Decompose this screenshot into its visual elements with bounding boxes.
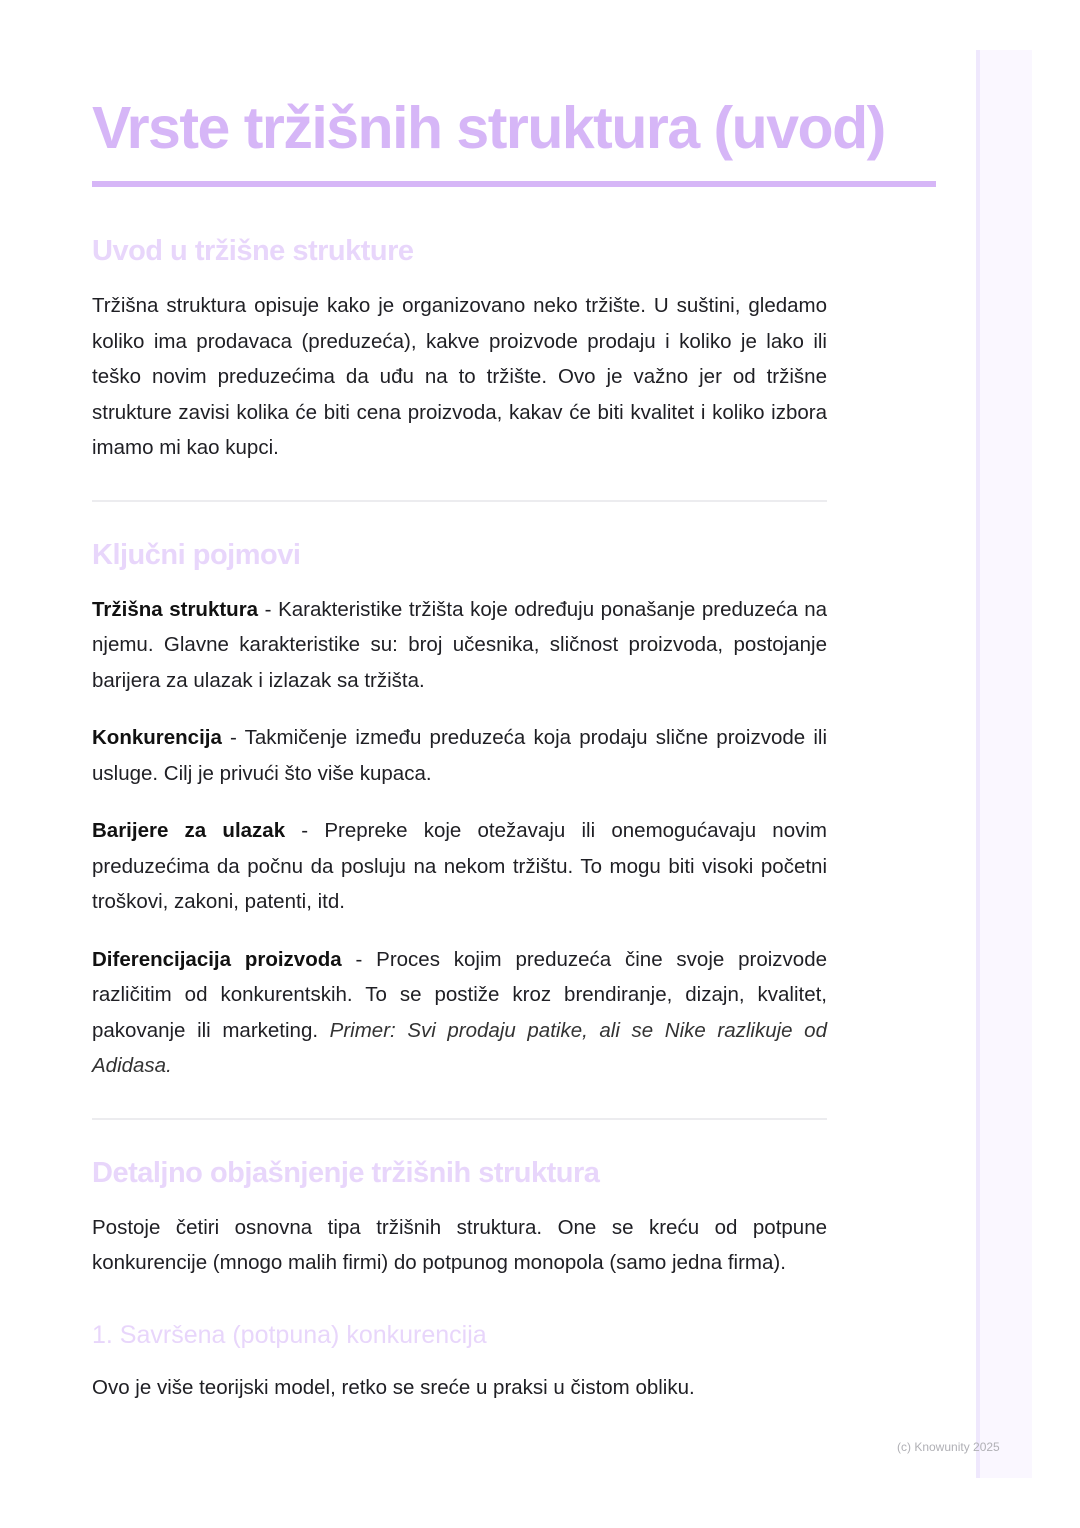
term-name: Tržišna struktura [92,597,259,621]
term-definition [92,720,827,791]
section-heading-key-terms: Ključni pojmovi [92,538,301,571]
section-heading-intro: Uvod u tržišne strukture [92,235,414,267]
subsection-heading-perfect-competition: 1. Savršena (potpuna) konkurencija [92,1320,487,1349]
term-desc: - Karakteristike tržišta koje određuju ponašanje preduzeća na njemu. Glavne karakteristike su: broj učesnika, sličnost proizvoda, postojanje barijera za ulazak i izlazak sa tržišta. [92,597,827,692]
term-name: Barijere za ulazak [92,819,286,842]
term-desc: - Prepreke koje otežavaju ili onemogućavaju novim preduzećima da počnu da posluju na nekom tržištu. To mogu biti visoki početni troškovi, zakoni, patenti, itd. [92,819,827,913]
intro-paragraph: Tržišna struktura opisuje kako je organizovano neko tržište. U suštini, gledamo koliko ima prodavaca (preduzeća), kakve proizvode prodaju i koliko je lako ili teško novim preduzećima da uđu na to tržište. Ovo je važno jer od tržišne strukture zavisi kolika će biti cena proizvoda, kakav će biti kvalitet i koliko izbora imamo mi kao kupci. [92,294,827,459]
term-definition [92,592,827,699]
copyright-footer: (c) Knowunity 2025 [897,1440,1000,1454]
term-desc: - Proces kojim preduzeća čine svoje proizvode različitim od konkurentskih. To se postiže kroz brendiranje, dizajn, kvalitet, pakovanje ili marketing. [92,947,828,1042]
section-heading-detailed: Detaljno objašnjenje tržišnih struktura [92,1156,600,1189]
divider [92,500,827,502]
term-definition [92,813,827,920]
term-example: Primer: Svi prodaju patike, ali se Nike razlikuje od Adidasa. [92,1018,827,1077]
term-name: Konkurencija [92,726,222,749]
divider [92,1118,827,1120]
page-title: Vrste tržišnih struktura (uvod) [92,95,885,161]
perfect-competition-paragraph: Ovo je više teorijski model, retko se sreće u praksi u čistom obliku. [92,1375,695,1399]
term-desc: - Takmičenje između preduzeća koja prodaju slične proizvode ili usluge. Cilj je privući što više kupaca. [92,726,827,785]
detailed-paragraph: Postoje četiri osnovna tipa tržišnih struktura. One se kreću od potpune konkurencije (mnogo malih firmi) do potpunog monopola (samo jedna firma). [92,1215,827,1274]
page-side-strip [976,50,1032,1478]
document-body [92,92,885,1405]
term-definition [92,942,827,1084]
term-name: Diferencijacija proizvoda [92,947,342,971]
